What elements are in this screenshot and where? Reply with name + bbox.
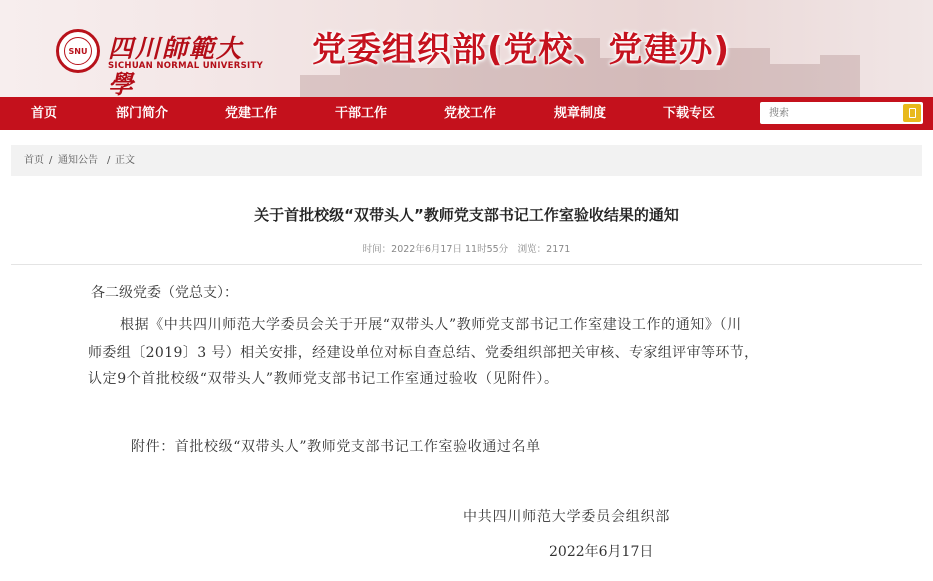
university-seal-icon: SNU bbox=[56, 29, 100, 73]
article-paragraph-line: 认定9个首批校级“双带头人”教师党支部书记工作室通过验收（见附件）。 bbox=[88, 371, 559, 387]
signature-date: 2022年6月17日 bbox=[549, 544, 654, 560]
logo-english-name: SICHUAN NORMAL UNIVERSITY bbox=[108, 61, 264, 71]
nav-item-about[interactable]: 部门简介 bbox=[116, 106, 169, 121]
nav-item-downloads[interactable]: 下载专区 bbox=[663, 106, 716, 121]
divider bbox=[11, 264, 922, 265]
breadcrumb-home[interactable]: 首页 bbox=[24, 155, 44, 166]
signature-organization: 中共四川师范大学委员会组织部 bbox=[463, 509, 671, 525]
breadcrumb-separator: / bbox=[49, 155, 53, 166]
search-box bbox=[760, 102, 923, 124]
nav-item-cadre-work[interactable]: 干部工作 bbox=[335, 106, 388, 121]
article-paragraph-line: 根据《中共四川师范大学委员会关于开展“双带头人”教师党支部书记工作室建设工作的通知》（川 bbox=[120, 317, 742, 333]
breadcrumb-current: 正文 bbox=[115, 155, 135, 166]
main-nav bbox=[0, 97, 933, 130]
nav-item-party-building[interactable]: 党建工作 bbox=[225, 106, 278, 121]
breadcrumb-separator: / bbox=[107, 155, 111, 166]
nav-item-regulations[interactable]: 规章制度 bbox=[554, 106, 607, 121]
article-meta: 时间：2022年6月17日 11时55分 浏览：2171 bbox=[362, 244, 571, 255]
search-icon bbox=[909, 108, 916, 118]
nav-item-party-school[interactable]: 党校工作 bbox=[444, 106, 497, 121]
breadcrumb-notices[interactable]: 通知公告 bbox=[58, 155, 98, 166]
nav-item-home[interactable]: 首页 bbox=[31, 106, 58, 121]
article-salutation: 各二级党委（党总支）： bbox=[91, 285, 238, 301]
article-paragraph-line: 师委组〔2019〕3 号）相关安排，经建设单位对标自查总结、党委组织部把关审核、专家组评审等环节， bbox=[88, 345, 759, 361]
university-logo[interactable] bbox=[56, 27, 266, 97]
site-banner bbox=[0, 0, 933, 97]
search-input[interactable] bbox=[760, 102, 900, 124]
article-title: 关于首批校级“双带头人”教师党支部书记工作室验收结果的通知 bbox=[254, 206, 679, 224]
search-button[interactable] bbox=[903, 104, 921, 122]
breadcrumb bbox=[11, 145, 922, 176]
department-title: 党委组织部(党校、党建办) bbox=[312, 30, 731, 70]
article-attachment[interactable]: 附件：首批校级“双带头人”教师党支部书记工作室验收通过名单 bbox=[131, 439, 541, 455]
logo-chinese-name: 四川師範大學 bbox=[108, 34, 244, 97]
